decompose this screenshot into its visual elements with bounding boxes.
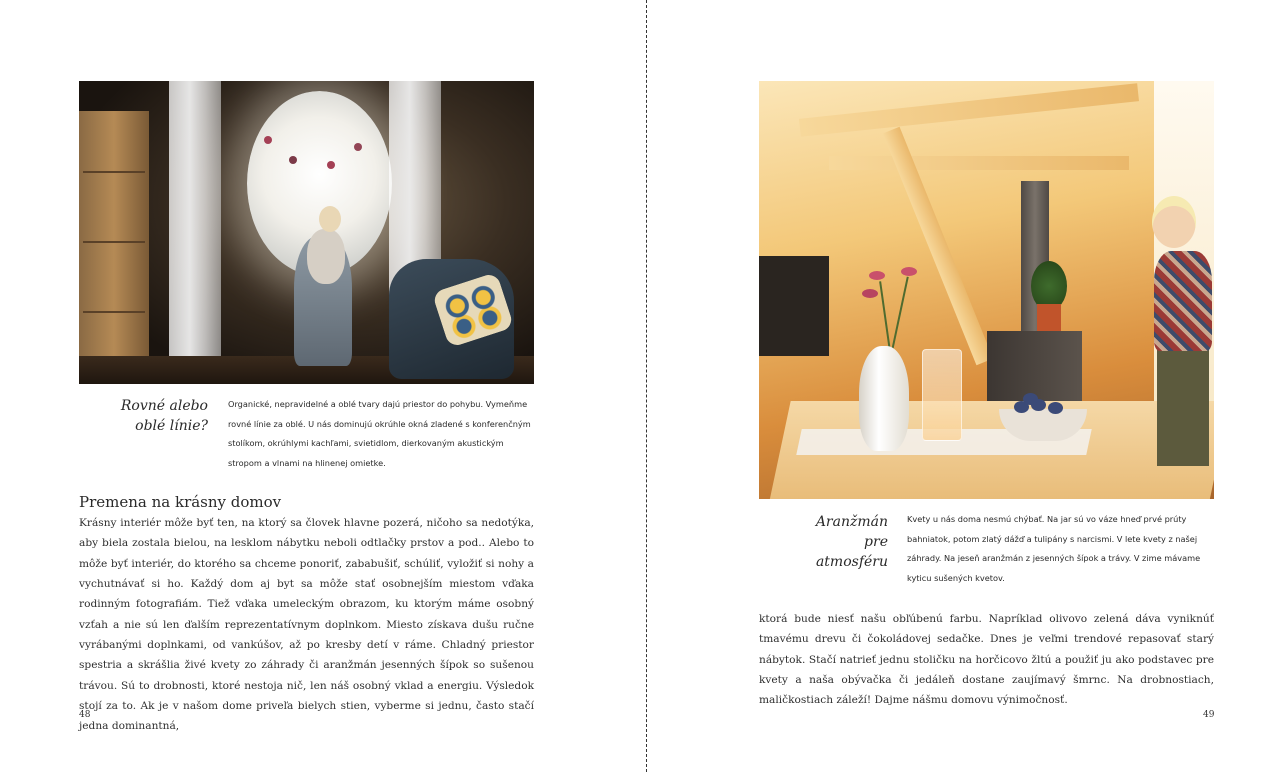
page-spine-divider [646,0,647,772]
ornament [289,156,297,164]
television [759,256,829,356]
ornament [264,136,272,144]
right-page [648,0,1287,772]
flower [869,271,885,280]
child-pants [1157,346,1209,466]
page-number: 48 [79,710,91,720]
wooden-cabinet [79,111,149,384]
flower [901,267,917,276]
curtain-left [169,81,221,371]
caption-heading: Aranžmán pre atmosféru [815,514,888,570]
child-shirt [1154,251,1212,351]
plum [1023,393,1038,405]
flower [862,289,878,298]
woman-body [307,229,345,284]
glass-pitcher [922,349,962,441]
caption-heading: Rovné alebo oblé línie? [120,398,208,434]
ornament [354,143,362,151]
woman-head [319,206,341,232]
caption-text: Kvety u nás doma nesmú chýbať. Na jar sú vo váze hneď prvé prúty bahniatok, potom zlatý dážď a tulipány s narcismi. V lete kvety z našej záhrady. Na jeseň aranžmán z jesenných šípok a trávy. V zime mávame kyticu sušených kvetov. [907,514,1201,584]
kitchen-table-flowers-photo [759,81,1214,499]
section-title: Premena na krásny domov [79,493,282,511]
caption-text: Organické, nepravidelné a oblé tvary dajú priestor do pohybu. Vymeňme rovné línie za oblé. U nás dominujú okrúhle okná zladené s konferenčným stolíkom, okrúhlymi kachľami, svietidlom, dierkovaným akustickým stropom a vlnami na hlinenej omietke. [228,399,531,469]
page-number: 49 [1203,710,1215,720]
flower-pot [1037,304,1061,331]
plum [1048,402,1063,414]
body-text: Krásny interiér môže byť ten, na ktorý sa človek hlavne pozerá, ničoho sa nedotýka, aby biela zostala bielou, na lesklom nábytku neboli odtlačky prstov a pod.. Alebo to môže byť interiér, do ktorého sa chceme ponoriť, zababušiť, schúliť, vyložiť si nohy a vychutnávať si ho. Každý dom aj byt sa môže stať osobnejším miestom vďaka rodinným fotografiám. Tiež vďaka umeleckým obrazom, ku ktorým máme osobný vzťah a nie sú len ďalším reprezentatívnym doplnkom. Miesto získava dušu ručne vyrábanými doplnkami, od vankúšov, až po kresby detí v ráme. Chladný priestor spestria a skrášlia živé kvety zo záhrady či aranžmán jesenných šípok so sušenou trávou. Sú to drobnosti, ktoré nestoja nič, len náš osobný vklad a energiu. Výsledok stojí za to. Ak je v našom dome priveľa bielych stien, vyberme si jednu, často stačí jedna dominantná, [79,517,534,733]
ornament [327,161,335,169]
interior-round-window-photo [79,81,534,384]
ceiling-beam [829,156,1129,170]
body-text: ktorá bude niesť našu obľúbenú farbu. Napríklad olivovo zelená dáva vyniknúť tmavému drevu či čokoládovej sedačke. Dnes je veľmi trendové repasovať starý nábytok. Stačí natrieť jednu stoličku na horčicovo žltú a použiť ju ako podstavec pre kvety a naša obývačka či jedáleň dostane zaujímavý šmrnc. Na drobnostiach, maličkostiach záleží! Dajme nášmu domovu výnimočnosť. [759,613,1214,707]
child-head [1152,196,1196,248]
white-vase [859,346,909,451]
